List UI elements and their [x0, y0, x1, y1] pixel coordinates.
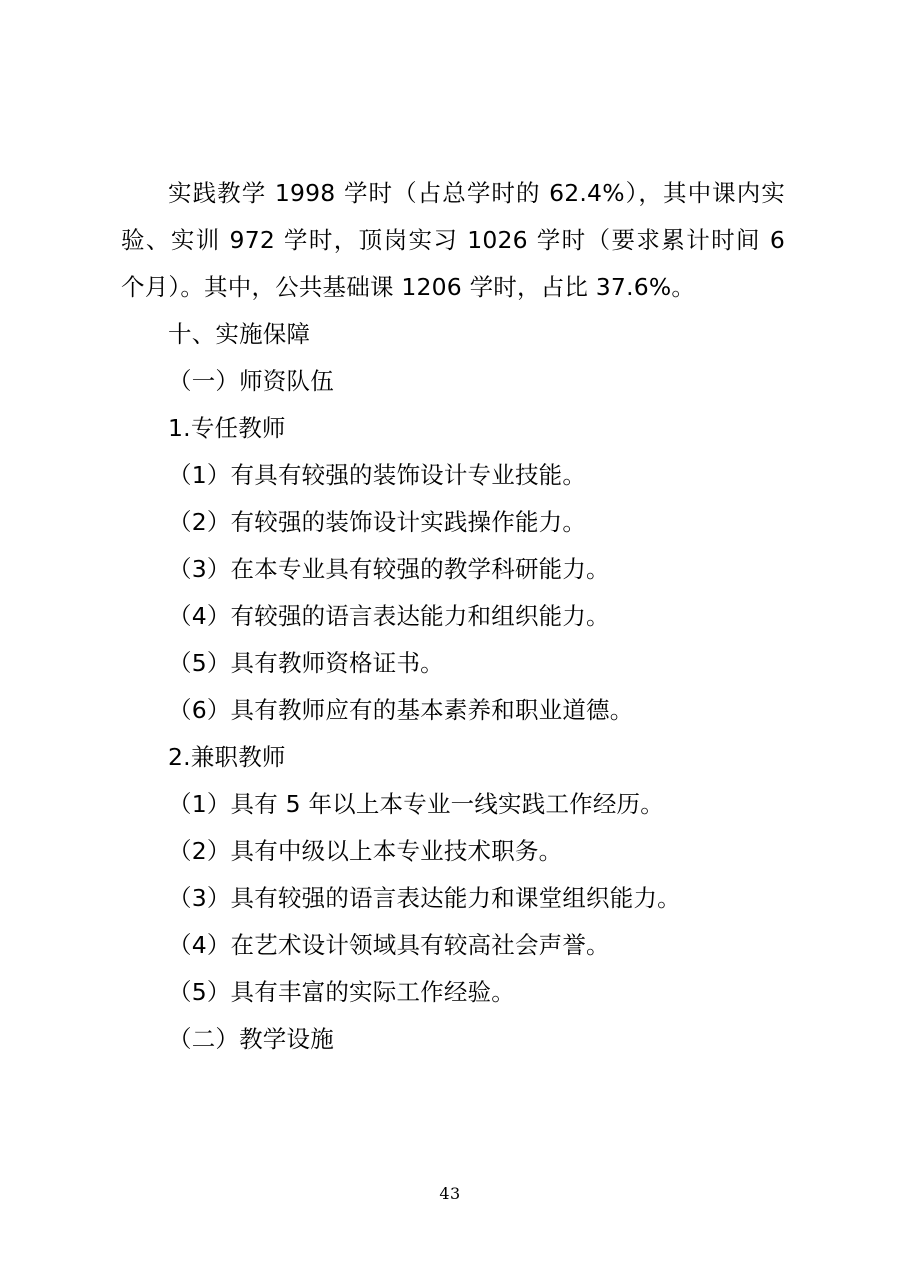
- subsection-heading-facilities: （二）教学设施: [168, 1025, 334, 1053]
- fulltime-item-4: （4）有较强的语言表达能力和组织能力。: [168, 602, 610, 630]
- fulltime-item-6: （6）具有教师应有的基本素养和职业道德。: [168, 696, 634, 724]
- parttime-item-3: （3）具有较强的语言表达能力和课堂组织能力。: [168, 884, 681, 912]
- subsection-heading-faculty: （一）师资队伍: [168, 367, 334, 395]
- fulltime-teacher-heading: 1.专任教师: [168, 414, 286, 442]
- parttime-item-4: （4）在艺术设计领域具有较高社会声誉。: [168, 931, 610, 959]
- fulltime-item-5: （5）具有教师资格证书。: [168, 649, 444, 677]
- fulltime-item-3: （3）在本专业具有较强的教学科研能力。: [168, 555, 610, 583]
- intro-paragraph: 实践教学 1998 学时（占总学时的 62.4%），其中课内实验、实训 972 学时，顶岗实习 1026 学时（要求累计时间 6 个月）。其中，公共基础课 1206 学时，占比 37.6%。: [121, 179, 785, 301]
- parttime-item-1: （1）具有 5 年以上本专业一线实践工作经历。: [168, 790, 664, 818]
- parttime-item-5: （5）具有丰富的实际工作经验。: [168, 978, 515, 1006]
- document-body: [121, 170, 785, 1063]
- page-number: 43: [439, 1184, 461, 1203]
- parttime-teacher-heading: 2.兼职教师: [168, 743, 286, 771]
- parttime-item-2: （2）具有中级以上本专业技术职务。: [168, 837, 563, 865]
- section-heading: 十、实施保障: [168, 320, 311, 348]
- fulltime-item-1: （1）有具有较强的装饰设计专业技能。: [168, 461, 587, 489]
- fulltime-item-2: （2）有较强的装饰设计实践操作能力。: [168, 508, 587, 536]
